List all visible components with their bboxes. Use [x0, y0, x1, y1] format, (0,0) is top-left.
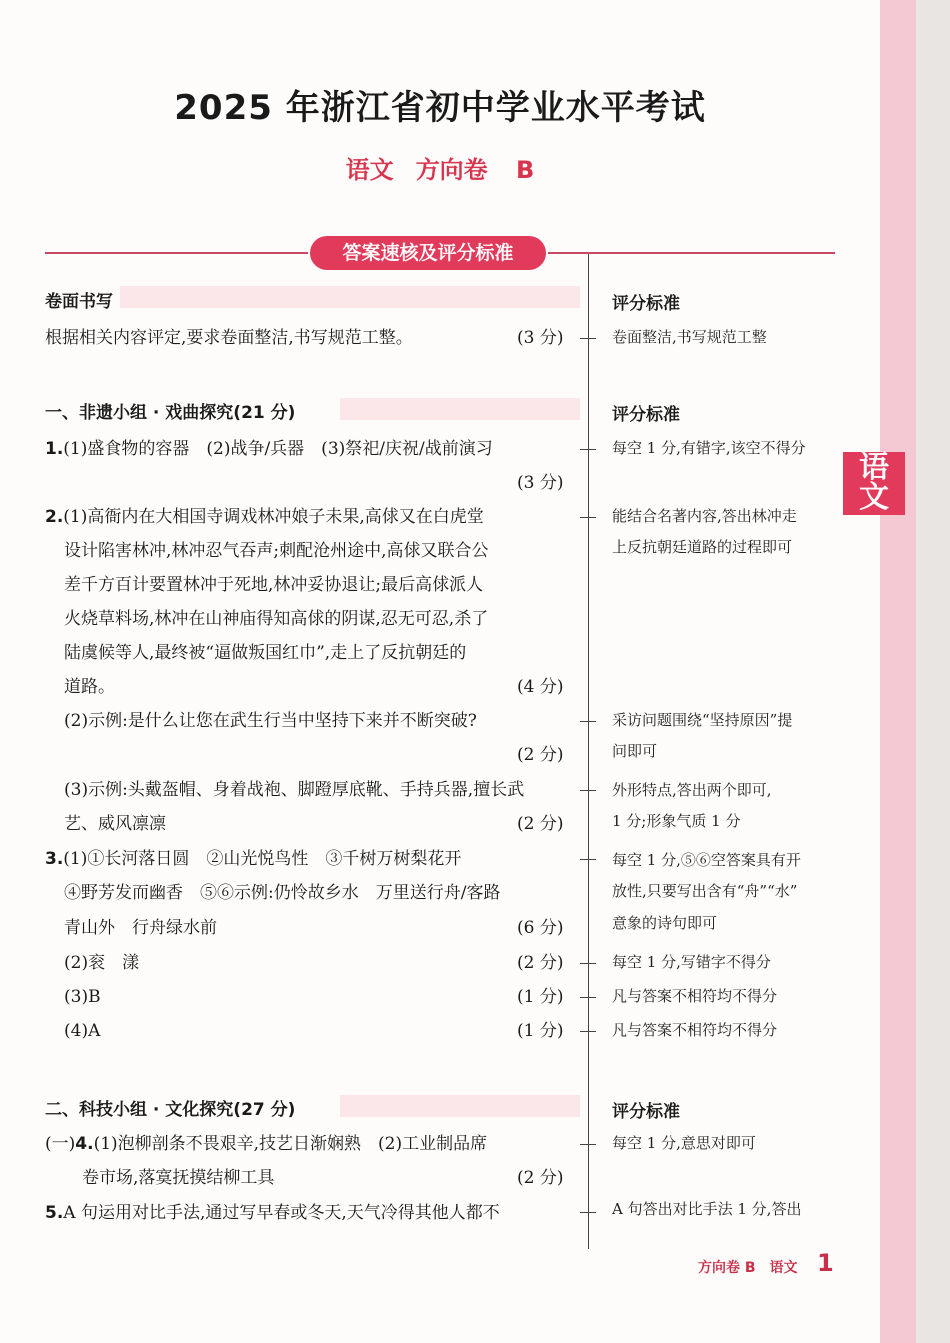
- question-4-answer: [45, 1127, 487, 1161]
- points-label: (3 分): [517, 473, 564, 493]
- question-number: 5.: [45, 1203, 64, 1223]
- connector-tick: [580, 449, 596, 450]
- edge-strip: [880, 0, 916, 1343]
- heading-highlight: [340, 398, 580, 420]
- connector-tick: [580, 517, 596, 518]
- score-note: 卷面整洁,书写规范工整: [612, 328, 767, 346]
- score-standard-heading: 评分标准: [612, 405, 680, 425]
- connector-tick: [580, 1031, 596, 1032]
- points-label: (2 分): [517, 953, 564, 973]
- subject-label: 语文: [345, 156, 394, 184]
- answer-text: 陆虞候等人,最终被“逼做叛国红巾”,走上了反抗朝廷的: [64, 643, 467, 663]
- connector-tick: [580, 997, 596, 998]
- question-5-answer: [45, 1196, 500, 1230]
- score-note: 凡与答案不相符均不得分: [612, 987, 778, 1005]
- points-label: (1 分): [517, 1021, 564, 1041]
- connector-tick: [580, 790, 596, 791]
- score-note: 上反抗朝廷道路的过程即可: [612, 538, 793, 556]
- heading-highlight: [340, 1095, 580, 1117]
- answer-text: A 句运用对比手法,通过写早春或冬天,天气冷得其他人都不: [63, 1203, 500, 1223]
- score-note: 外形特点,答出两个即可,: [612, 781, 772, 799]
- footer-label: 方向卷 B 语文: [698, 1260, 798, 1276]
- answer-text: (1)①长河落日圆 ②山光悦鸟性 ③千树万树梨花开: [63, 849, 462, 869]
- score-note: 放性,只要写出含有“舟”“水”: [612, 882, 798, 900]
- page-number: 1: [817, 1249, 834, 1277]
- score-note: 采访问题围绕“坚持原因”提: [612, 711, 793, 729]
- question-number: 3.: [45, 849, 64, 869]
- answer-text: 道路。: [64, 677, 115, 697]
- points-label: (2 分): [517, 1168, 564, 1188]
- subject-side-tab: [843, 452, 905, 515]
- handwriting-answer: 根据相关内容评定,要求卷面整洁,书写规范工整。: [45, 328, 413, 348]
- question-number: 2.: [45, 507, 64, 527]
- section-2-heading: 二、科技小组 · 文化探究(27 分): [45, 1100, 296, 1120]
- answer-text: (2)示例:是什么让您在武生行当中坚持下来并不断突破?: [64, 711, 477, 731]
- points-label: (2 分): [517, 745, 564, 765]
- score-note: 凡与答案不相符均不得分: [612, 1021, 778, 1039]
- side-tab-char-1: 语: [859, 450, 889, 485]
- score-note: 每空 1 分,意思对即可: [612, 1134, 756, 1152]
- answer-text: 火烧草料场,林冲在山神庙得知高俅的阴谋,忍无可忍,杀了: [64, 609, 489, 629]
- page-subtitle: [0, 150, 880, 185]
- score-standard-heading: 评分标准: [612, 1102, 680, 1122]
- section-handwriting-heading: 卷面书写: [45, 292, 113, 312]
- side-tab-char-2: 文: [859, 480, 889, 515]
- connector-tick: [580, 1144, 596, 1145]
- connector-tick: [580, 338, 596, 339]
- answer-text: (3)B: [64, 987, 101, 1007]
- score-note: 问即可: [612, 742, 658, 760]
- points-label: (6 分): [517, 918, 564, 938]
- answer-text: 差千方百计要置林冲于死地,林冲妥协退让;最后高俅派人: [64, 575, 484, 595]
- page-title: 2025 年浙江省初中学业水平考试: [174, 88, 706, 128]
- points-label: (2 分): [517, 814, 564, 834]
- answer-text: (3)示例:头戴盔帽、身着战袍、脚蹬厚底靴、手持兵器,擅长武: [64, 780, 525, 800]
- paper-label: 方向卷 B: [415, 156, 535, 184]
- answer-text: (4)A: [64, 1021, 101, 1041]
- points-label: (1 分): [517, 987, 564, 1007]
- answer-text: 卷市场,落寞抚摸结柳工具: [82, 1168, 275, 1188]
- column-divider: [588, 254, 589, 1249]
- connector-tick: [580, 963, 596, 964]
- score-standard-heading: 评分标准: [612, 294, 680, 314]
- answer-text: (1)泡柳剖条不畏艰辛,技艺日渐娴熟 (2)工业制品席: [93, 1134, 488, 1154]
- connector-tick: [580, 1212, 596, 1213]
- points-label: (4 分): [517, 677, 564, 697]
- score-note: 意象的诗句即可: [612, 914, 718, 932]
- answer-text: 设计陷害林冲,林冲忍气吞声;刺配沧州途中,高俅又联合公: [64, 541, 489, 561]
- score-note: 每空 1 分,⑤⑥空答案具有开: [612, 851, 801, 869]
- question-number: 1.: [45, 439, 64, 459]
- score-note: 每空 1 分,写错字不得分: [612, 953, 771, 971]
- heading-highlight: [120, 286, 580, 308]
- edge-shadow: [916, 0, 950, 1343]
- question-1-answer: [45, 432, 493, 466]
- points-label: (3 分): [517, 328, 564, 348]
- section-1-heading: 一、非遗小组 · 戏曲探究(21 分): [45, 403, 296, 423]
- score-note: 能结合名著内容,答出林冲走: [612, 507, 797, 525]
- connector-tick: [580, 859, 596, 860]
- question-3-answer: [45, 842, 461, 876]
- part-prefix: (一): [45, 1134, 76, 1154]
- answer-text: 青山外 行舟绿水前: [64, 918, 217, 938]
- connector-tick: [580, 721, 596, 722]
- answer-text: 艺、威风凛凛: [64, 814, 166, 834]
- answer-text: (1)高衙内在大相国寺调戏林冲娘子未果,高俅又在白虎堂: [63, 507, 484, 527]
- answer-text: ④野芳发而幽香 ⑤⑥示例:仍怜故乡水 万里送行舟/客路: [64, 883, 501, 903]
- score-note: 每空 1 分,有错字,该空不得分: [612, 439, 806, 457]
- score-note: 1 分;形象气质 1 分: [612, 812, 741, 830]
- answer-text: (2)衮 漾: [64, 953, 140, 973]
- question-number: 4.: [75, 1134, 94, 1154]
- answer-text: (1)盛食物的容器 (2)战争/兵器 (3)祭祀/庆祝/战前演习: [63, 439, 493, 459]
- banner-pill: 答案速核及评分标准: [310, 236, 546, 270]
- score-note: A 句答出对比手法 1 分,答出: [612, 1200, 802, 1218]
- question-2-answer: [45, 500, 484, 534]
